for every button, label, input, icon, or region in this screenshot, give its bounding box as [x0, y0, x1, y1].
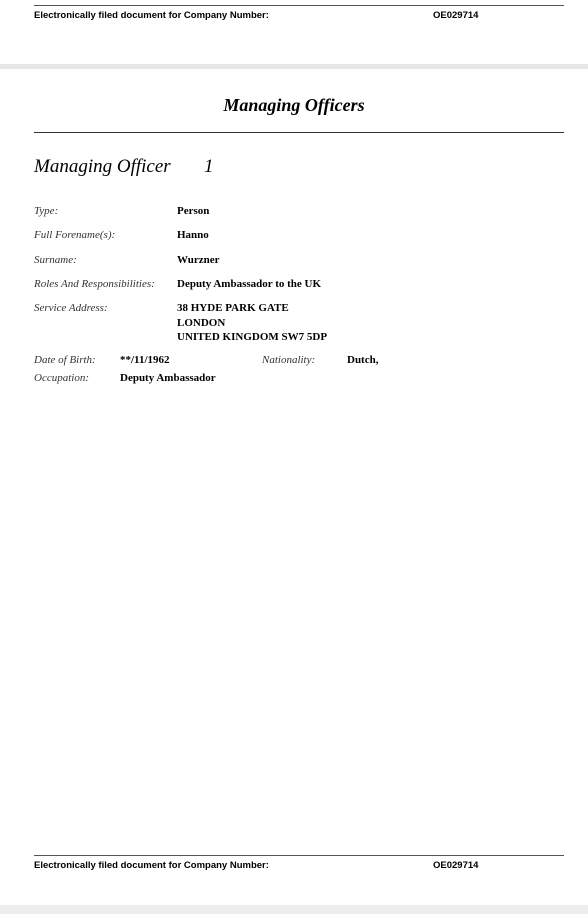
occupation-label: Occupation: [34, 372, 89, 384]
header-filed-label: Electronically filed document for Company Number: [34, 10, 269, 21]
roles-label: Roles And Responsibilities: [34, 278, 155, 290]
officer-number: 1 [204, 156, 214, 177]
dob-label: Date of Birth: [34, 354, 96, 366]
nationality-label: Nationality: [262, 354, 316, 366]
address-line: UNITED KINGDOM SW7 5DP [177, 331, 328, 343]
forenames-value: Hanno [177, 229, 209, 241]
nationality-value: Dutch, [347, 354, 379, 366]
dob-value: **/11/1962 [120, 354, 170, 366]
page-separator-bottom [0, 905, 588, 914]
type-label: Type: [34, 205, 59, 217]
title-rule [34, 132, 564, 133]
forenames-label: Full Forename(s): [34, 229, 116, 241]
section-title: Managing Officers [223, 95, 365, 115]
surname-value: Wurzner [177, 254, 220, 266]
page-separator [0, 64, 588, 69]
footer-filed-label: Electronically filed document for Company Number: [34, 860, 269, 871]
officer-heading: Managing Officer [34, 156, 171, 177]
footer-company-number: OE029714 [433, 860, 479, 871]
surname-label: Surname: [34, 254, 77, 266]
address-line: 38 HYDE PARK GATE [177, 302, 289, 314]
address-label: Service Address: [34, 302, 108, 314]
address-line: LONDON [177, 317, 226, 329]
occupation-value: Deputy Ambassador [120, 372, 216, 384]
footer-rule [34, 855, 564, 856]
roles-value: Deputy Ambassador to the UK [177, 278, 322, 290]
type-value: Person [177, 205, 210, 217]
header-rule [34, 5, 564, 6]
header-company-number: OE029714 [433, 10, 479, 21]
